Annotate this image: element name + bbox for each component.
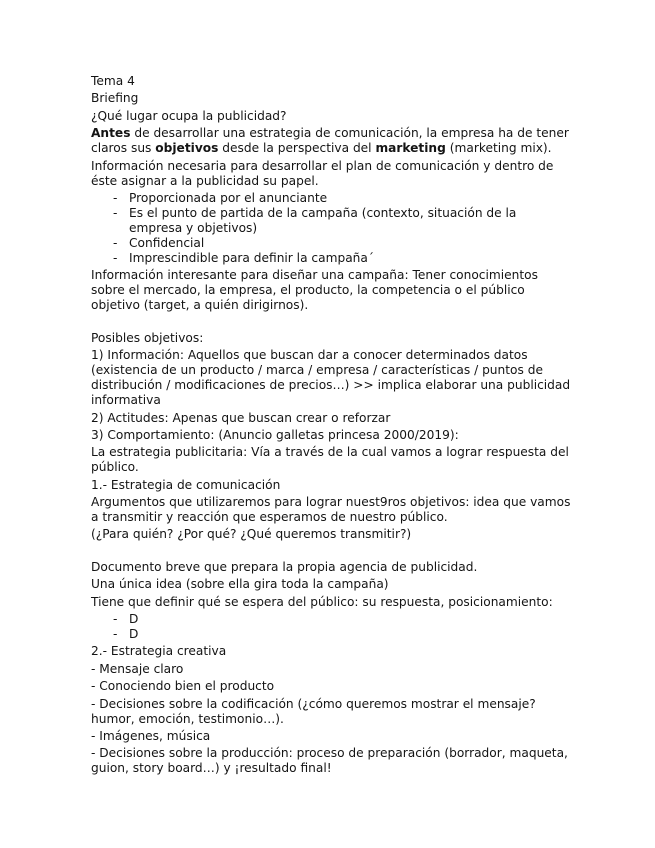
bold-marketing: marketing [375,141,446,156]
info-necesaria-paragraph: Información necesaria para desarrollar el plan de comunicación y dentro de éste asignar a la publicidad su papel. [91,158,554,188]
list-item: - Imprescindible para definir la campaña´ [91,251,571,266]
document-body [91,74,571,779]
objectives-heading: Posibles objetivos: [91,330,204,345]
bold-antes: Antes [91,126,131,141]
list-item: - Confidencial [91,236,571,251]
topic-title: Tema 4 [91,74,135,88]
estrategia-creativa-heading: 2.- Estrategia creativa [91,644,227,659]
tiene-paragraph: Tiene que definir qué se espera del público: su respuesta, posicionamiento: [91,594,553,609]
antes-text-2: desde la perspectiva del [218,141,376,156]
antes-text-3: (marketing mix). [445,141,552,156]
list-item: - Es el punto de partida de la campaña (contexto, situación de la empresa y objetivos) [91,206,571,236]
preguntas-paragraph: (¿Para quién? ¿Por qué? ¿Qué queremos transmitir?) [91,527,412,542]
blank-line [91,545,571,560]
argumentos-paragraph: Argumentos que utilizaremos para lograr nuest9ros objetivos: idea que vamos a transmitir y reacción que esperamos de nuestro público. [91,495,571,525]
documento-paragraph: Documento breve que prepara la propia agencia de publicidad. [91,559,478,574]
antes-paragraph [91,126,571,156]
list-item: - D [91,612,571,627]
creativa-item: - Imágenes, música [91,728,211,743]
list-item: - Proporcionada por el anunciante [91,191,571,206]
unica-idea-paragraph: Una única idea (sobre ella gira toda la campaña) [91,577,389,592]
estrategia-publicitaria: La estrategia publicitaria: Vía a través de la cual vamos a lograr respuesta del público. [91,445,569,475]
question-heading: ¿Qué lugar ocupa la publicidad? [91,108,287,123]
list-item: - D [91,627,571,642]
creativa-item: - Decisiones sobre la codificación (¿cómo queremos mostrar el mensaje? humor, emoción, testimonio…). [91,696,536,726]
blank-line [91,316,571,331]
d-list [91,612,571,642]
antes-text-1: de desarrollar una estrategia de comunicación, la empresa ha de tener claros sus [91,126,569,156]
objective-1: 1) Información: Aquellos que buscan dar a conocer determinados datos (existencia de un producto / marca / empresa / características / puntos de distribución / modificaciones de precios…) >> implica elaborar una publicidad informativa [91,348,571,408]
info-interesante-paragraph: Información interesante para diseñar una campaña: Tener conocimientos sobre el mercado, la empresa, el producto, la competencia o el público objetivo (target, a quién dirigirnos). [91,268,538,313]
section-title: Briefing [91,91,139,106]
estrategia-comunicacion-heading: 1.- Estrategia de comunicación [91,477,281,492]
creativa-item: - Decisiones sobre la producción: proceso de preparación (borrador, maqueta, guion, story board…) y ¡resultado final! [91,746,568,776]
info-list [91,191,571,266]
creativa-item: - Mensaje claro [91,661,184,676]
objective-3: 3) Comportamiento: (Anuncio galletas princesa 2000/2019): [91,427,459,442]
objective-2: 2) Actitudes: Apenas que buscan crear o reforzar [91,410,391,425]
bold-objetivos: objetivos [155,141,219,156]
creativa-item: - Conociendo bien el producto [91,679,275,694]
